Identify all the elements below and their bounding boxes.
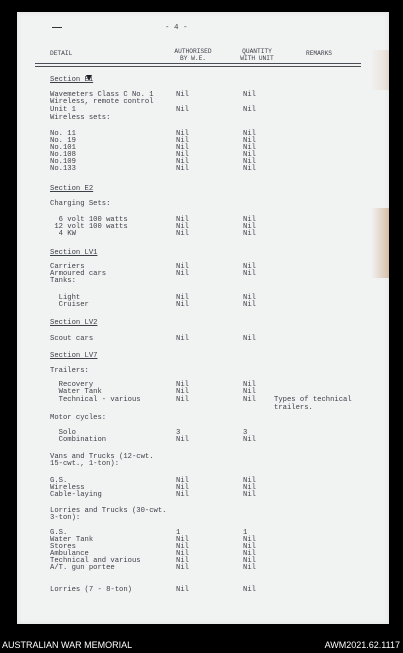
row-detail: Tanks:	[50, 277, 76, 285]
header-authorised: AUTHORISED BY W.E.	[174, 48, 212, 62]
row-detail: Wireless, remote control	[50, 98, 154, 106]
row-quantity: Nil	[243, 144, 256, 152]
row-detail: Ambulance	[50, 550, 89, 558]
row-authorised: Nil	[176, 484, 189, 492]
header-remarks: REMARKS	[306, 50, 332, 57]
row-detail: 6 volt 100 watts	[50, 216, 128, 224]
row-authorised: 1	[176, 529, 181, 537]
row-detail: Recovery	[50, 381, 94, 389]
row-detail: No. 11	[50, 130, 76, 138]
row-authorised: Nil	[176, 130, 189, 138]
row-detail: No.108	[50, 151, 76, 159]
row-detail: 3-ton):	[50, 514, 81, 522]
row-authorised: Nil	[176, 144, 189, 152]
row-detail: Lorries and Trucks (30-cwt.	[50, 507, 167, 515]
row-quantity: Nil	[243, 381, 256, 389]
row-detail: Trailers:	[50, 367, 89, 375]
row-quantity: Nil	[243, 216, 256, 224]
row-authorised: Nil	[176, 301, 189, 309]
page-number: - 4 -	[165, 24, 188, 32]
row-authorised: Nil	[176, 396, 189, 404]
row-quantity: Nil	[243, 564, 256, 572]
row-quantity: Nil	[243, 158, 256, 166]
header-quantity: QUANTITY WITH UNIT	[240, 48, 274, 62]
row-quantity: Nil	[243, 130, 256, 138]
row-detail: Motor cycles:	[50, 414, 107, 422]
row-detail: Solo	[50, 429, 76, 437]
section-heading: Section E2	[50, 185, 94, 193]
row-quantity: 3	[243, 429, 248, 437]
row-quantity: Nil	[243, 335, 256, 343]
row-detail: Technical and various	[50, 557, 141, 565]
row-authorised: Nil	[176, 543, 189, 551]
row-detail: Vans and Trucks (12-cwt.	[50, 453, 154, 461]
footer-institution: AUSTRALIAN WAR MEMORIAL	[2, 640, 133, 650]
row-detail: Lorries (7 - 8-ton)	[50, 586, 132, 594]
row-detail: Scout cars	[50, 335, 94, 343]
row-authorised: Nil	[176, 294, 189, 302]
row-quantity: Nil	[243, 263, 256, 271]
row-detail: Combination	[50, 436, 107, 444]
row-quantity: Nil	[243, 165, 256, 173]
row-detail: Armoured cars	[50, 270, 107, 278]
row-detail: A/T. gun portee	[50, 564, 115, 572]
row-detail: No.109	[50, 158, 76, 166]
row-quantity: Nil	[243, 388, 256, 396]
row-authorised: Nil	[176, 165, 189, 173]
row-detail: G.S.	[50, 477, 68, 485]
row-detail: 15-cwt., 1-ton):	[50, 460, 120, 468]
row-quantity: Nil	[243, 557, 256, 565]
row-quantity: Nil	[243, 91, 256, 99]
row-quantity: Nil	[243, 223, 256, 231]
row-authorised: Nil	[176, 477, 189, 485]
row-detail: Carriers	[50, 263, 85, 271]
row-detail: Light	[50, 294, 81, 302]
row-authorised: Nil	[176, 335, 189, 343]
row-quantity: Nil	[243, 436, 256, 444]
archive-footer	[0, 636, 403, 653]
row-quantity: Nil	[243, 491, 256, 499]
row-authorised: Nil	[176, 223, 189, 231]
row-authorised: Nil	[176, 536, 189, 544]
row-quantity: 1	[243, 529, 248, 537]
row-detail: Technical - various	[50, 396, 141, 404]
row-detail: Water Tank	[50, 536, 94, 544]
row-detail: 12 volt 100 watts	[50, 223, 128, 231]
row-detail: No.101	[50, 144, 76, 152]
row-authorised: Nil	[176, 388, 189, 396]
row-detail: Water Tank	[50, 388, 102, 396]
paper-stain	[371, 208, 389, 278]
row-authorised: Nil	[176, 557, 189, 565]
header-rule	[35, 66, 361, 67]
row-detail: No.133	[50, 165, 76, 173]
row-quantity: Nil	[243, 536, 256, 544]
footer-accession-number: AWM2021.62.1117	[324, 640, 400, 650]
row-authorised: Nil	[176, 263, 189, 271]
row-detail: Wireless sets:	[50, 114, 111, 122]
row-authorised: Nil	[176, 491, 189, 499]
row-quantity: Nil	[243, 294, 256, 302]
row-quantity: Nil	[243, 151, 256, 159]
row-detail: 4 KW	[50, 230, 76, 238]
row-detail: Stores	[50, 543, 76, 551]
row-authorised: Nil	[176, 151, 189, 159]
section-heading: Section E1	[50, 76, 94, 84]
section-heading: Section LV7	[50, 352, 98, 360]
row-authorised: Nil	[176, 586, 189, 594]
row-authorised: Nil	[176, 550, 189, 558]
row-authorised: Nil	[176, 137, 189, 145]
section-heading: Section LV2	[50, 319, 98, 327]
row-detail: Unit 1	[50, 106, 76, 114]
row-authorised: Nil	[176, 564, 189, 572]
row-quantity: Nil	[243, 484, 256, 492]
row-remarks: trailers.	[274, 404, 313, 412]
row-quantity: Nil	[243, 543, 256, 551]
row-quantity: Nil	[243, 477, 256, 485]
row-quantity: Nil	[243, 550, 256, 558]
row-detail: Cable-laying	[50, 491, 102, 499]
row-authorised: Nil	[176, 158, 189, 166]
row-quantity: Nil	[243, 270, 256, 278]
row-authorised: Nil	[176, 230, 189, 238]
row-quantity: Nil	[243, 137, 256, 145]
row-detail: Wireless	[50, 484, 85, 492]
row-quantity: Nil	[243, 230, 256, 238]
row-authorised: Nil	[176, 436, 189, 444]
row-remarks: Types of technical	[274, 396, 352, 404]
section-heading: Section LV1	[50, 249, 98, 257]
header-rule	[35, 63, 361, 64]
row-detail: Cruiser	[50, 301, 89, 309]
row-quantity: Nil	[243, 301, 256, 309]
row-authorised: Nil	[176, 270, 189, 278]
header-detail: DETAIL	[50, 50, 73, 57]
paper-stain	[371, 50, 389, 90]
row-detail: Charging Sets:	[50, 200, 111, 208]
row-quantity: Nil	[243, 586, 256, 594]
row-detail: G.S.	[50, 529, 68, 537]
row-authorised: Nil	[176, 106, 189, 114]
row-detail: No. 19	[50, 137, 76, 145]
row-quantity: Nil	[243, 396, 256, 404]
row-detail: Wavemeters Class C No. 1	[50, 91, 154, 99]
ink-mark	[52, 27, 62, 28]
row-authorised: Nil	[176, 91, 189, 99]
row-authorised: Nil	[176, 216, 189, 224]
row-authorised: Nil	[176, 381, 189, 389]
row-quantity: Nil	[243, 106, 256, 114]
row-authorised: 3	[176, 429, 181, 437]
